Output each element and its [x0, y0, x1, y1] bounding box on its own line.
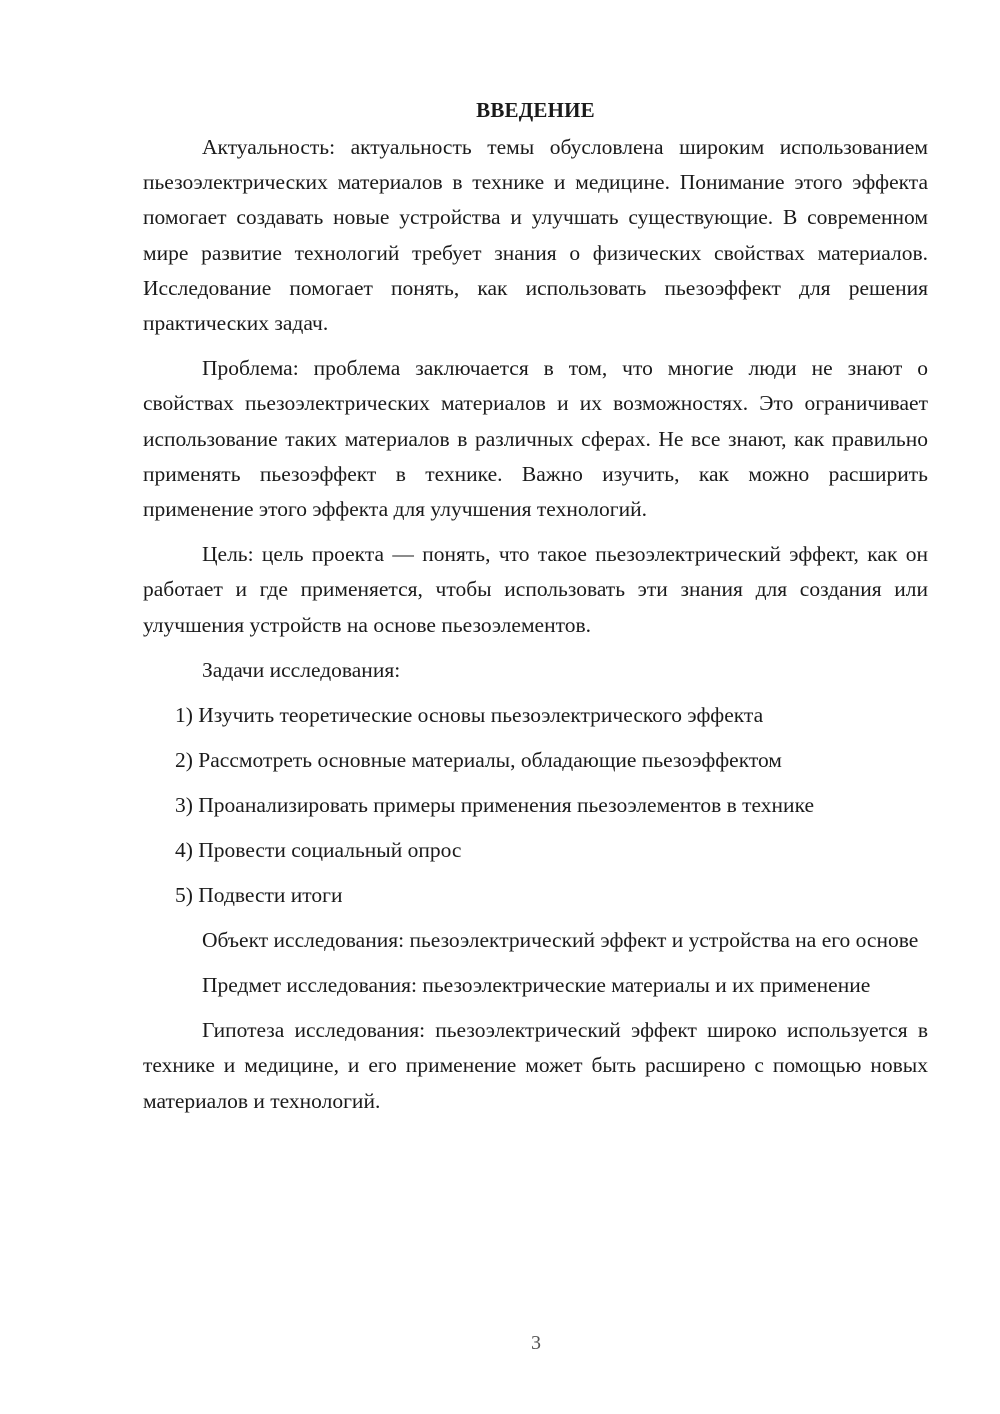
- list-item: 3) Проанализировать примеры применения пьезоэлементов в технике: [175, 792, 815, 817]
- paragraph-hypothesis: Гипотеза исследования: пьезоэлектрический эффект широко используется в технике и медицине, и его применение может быть расширено с помощью новых материалов и технологий.: [143, 1018, 928, 1113]
- list-item: 2) Рассмотреть основные материалы, обладающие пьезоэффектом: [175, 747, 782, 772]
- task-list: [143, 698, 928, 913]
- paragraph-relevance: Актуальность: актуальность темы обусловлена широким использованием пьезоэлектрических материалов в технике и медицине. Понимание этого эффекта помогает создавать новые устройства и улучшать существующие. В современном мире развитие технологий требует знания о физических свойствах материалов. Исследование помогает понять, как использовать пьезоэффект для решения практических задач.: [143, 135, 928, 336]
- page-number: 3: [531, 1332, 541, 1354]
- paragraph-goal: Цель: цель проекта — понять, что такое пьезоэлектрический эффект, как он работает и где применяется, чтобы использовать эти знания для создания или улучшения устройств на основе пьезоэлементов.: [143, 542, 928, 637]
- paragraph-subject: Предмет исследования: пьезоэлектрические материалы и их применение: [202, 973, 871, 998]
- page-title: ВВЕДЕНИЕ: [476, 98, 595, 122]
- paragraph-object: Объект исследования: пьезоэлектрический эффект и устройства на его основе: [202, 927, 919, 952]
- tasks-heading: Задачи исследования:: [202, 657, 401, 682]
- document-page: [143, 92, 928, 1129]
- list-item: 1) Изучить теоретические основы пьезоэлектрического эффекта: [175, 702, 764, 727]
- list-item: 5) Подвести итоги: [175, 882, 343, 907]
- paragraph-problem: Проблема: проблема заключается в том, что многие люди не знают о свойствах пьезоэлектрических материалов и их возможностях. Это ограничивает использование таких материалов в различных сферах. Не все знают, как правильно применять пьезоэффект в технике. Важно изучить, как можно расширить применение этого эффекта для улучшения технологий.: [143, 356, 928, 522]
- list-item: 4) Провести социальный опрос: [175, 837, 462, 862]
